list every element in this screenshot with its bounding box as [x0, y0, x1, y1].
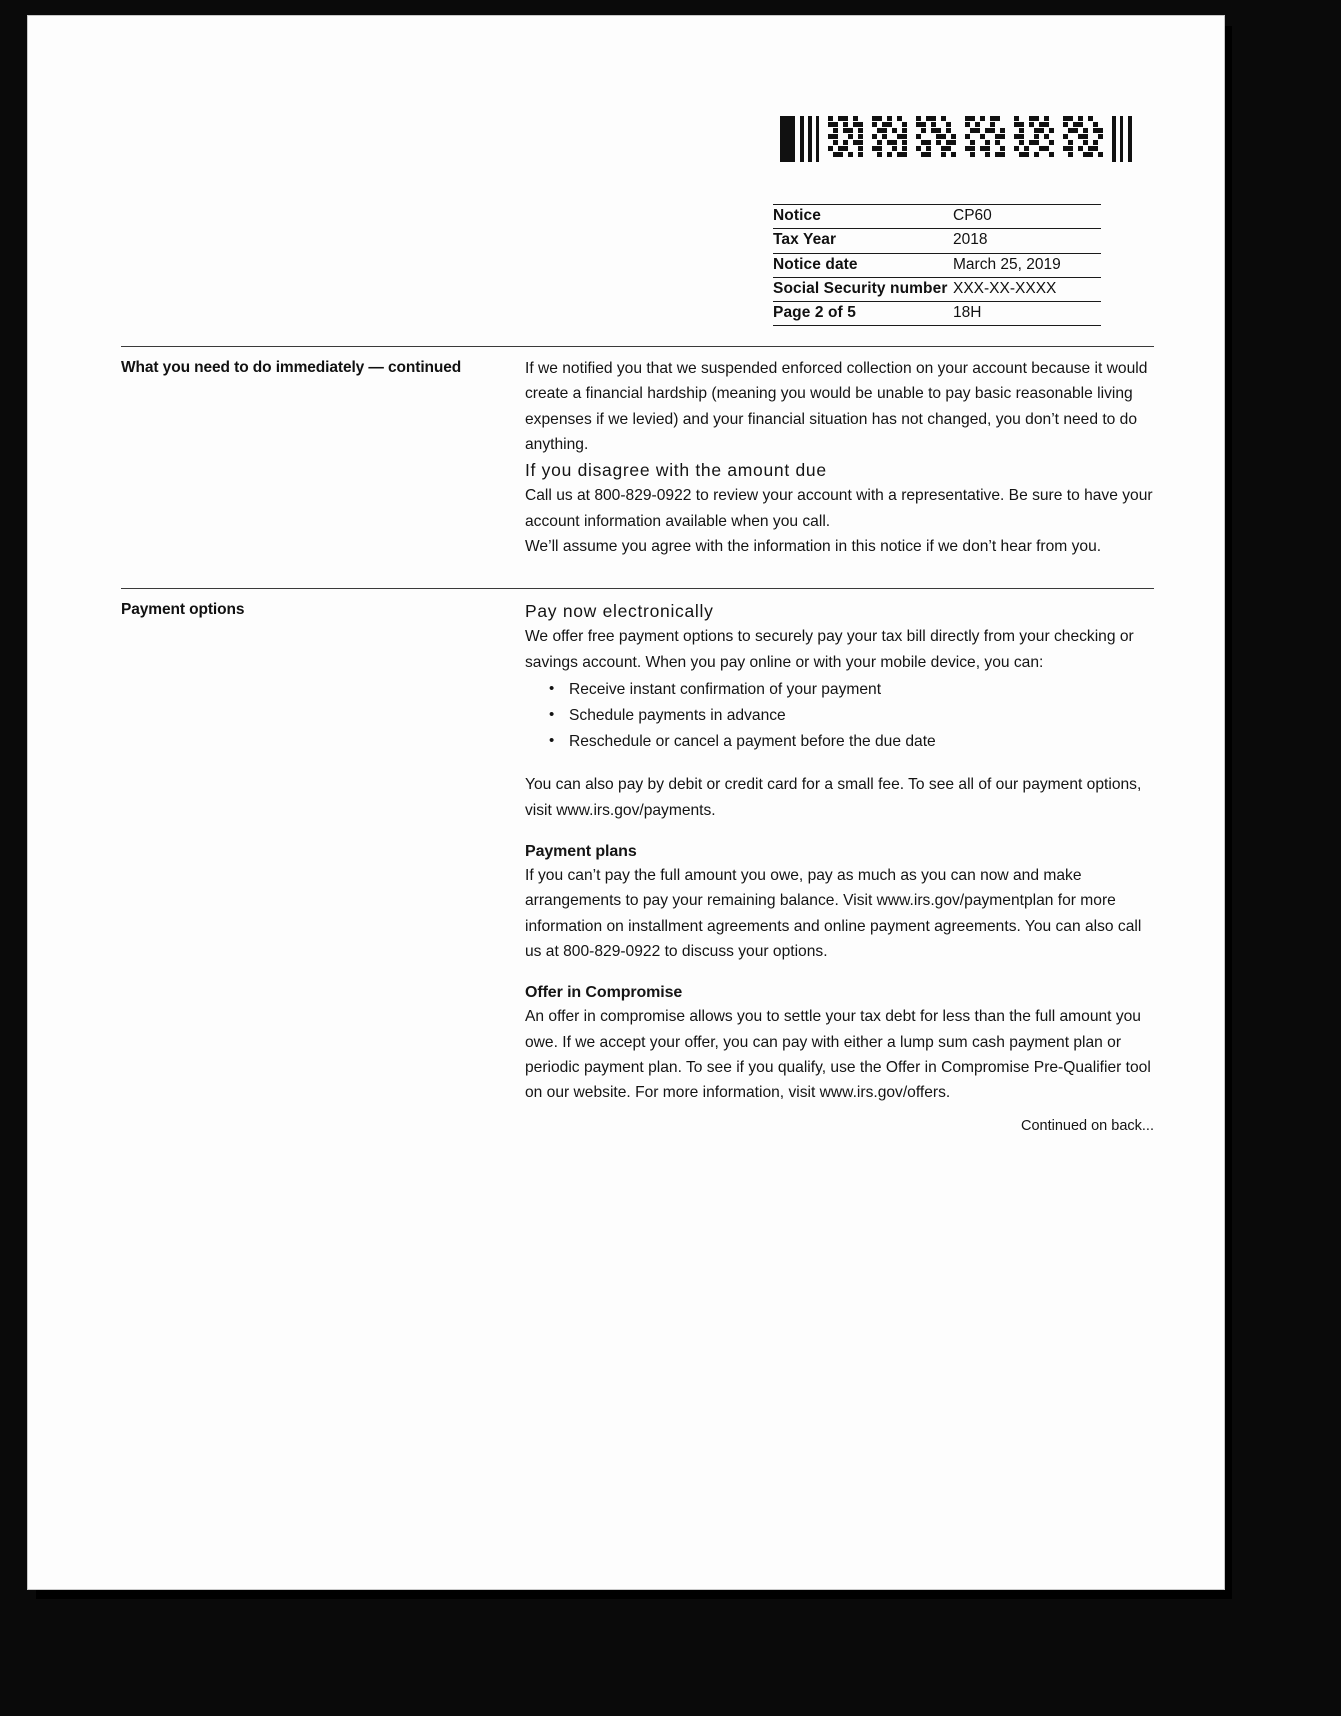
section-what-you-need-to-do [121, 346, 1154, 559]
notice-summary-table [773, 204, 1101, 326]
table-row [773, 253, 1101, 277]
notice-date-label: Notice date [773, 253, 949, 277]
page-number-label: Page 2 of 5 [773, 302, 949, 326]
list-item: • Receive instant confirmation of your payment [549, 677, 1154, 703]
list-item: • Reschedule or cancel a payment before the due date [549, 729, 1154, 755]
mail-routing-barcode-icon [780, 116, 1135, 162]
section-title-payment-options: Payment options [121, 601, 245, 618]
free-payment-options-paragraph: We offer free payment options to securely pay your tax bill directly from your checking or savings account. When you pay online or with your mobile device, you can: [525, 628, 1134, 671]
assume-agreement-paragraph: We’ll assume you agree with the information in this notice if we don’t hear from you. [525, 537, 1102, 555]
debit-credit-card-paragraph: You can also pay by debit or credit card for a small fee. To see all of our payment options, visit www.irs.gov/payments. [525, 776, 1142, 819]
notice-date-value: March 25, 2019 [949, 253, 1101, 277]
section-content-what-you-need-to-do [525, 347, 1154, 559]
continued-on-back-note: Continued on back... [1020, 1118, 1154, 1135]
offer-in-compromise-paragraph: An offer in compromise allows you to settle your tax debt for less than the full amount you owe. If we accept your offer, you can pay with either a lump sum cash payment plan or periodic payment plan. To see if you qualify, use the Offer in Compromise Pre-Qualifier tool on our website. For more information, visit www.irs.gov/offers. [525, 1008, 1151, 1102]
call-us-paragraph: Call us at 800-829-0922 to review your account with a representative. Be sure to have your account information available when you call. [525, 487, 1153, 530]
tax-year-value: 2018 [949, 229, 1101, 253]
payment-plans-paragraph: If you can’t pay the full amount you owe, pay as much as you can now and make arrangements to pay your remaining balance. Visit www.irs.gov/paymentplan for more information on installment agreements and online payment agreements. You can also call us at 800-829-0922 to discuss your options. [525, 867, 1142, 960]
list-item: • Schedule payments in advance [549, 703, 1154, 729]
ssn-value: XXX-XX-XXXX [949, 277, 1101, 301]
hardship-paragraph: If we notified you that we suspended enforced collection on your account because it would create a financial hardship (meaning you would be unable to pay basic reasonable living expenses if we levied) and your financial situation has not changed, you don’t need to do anything. [525, 360, 1148, 453]
electronic-payment-benefits-list [525, 677, 1154, 756]
notice-page-sheet [28, 16, 1224, 1589]
subhead-offer-in-compromise: Offer in Compromise [525, 984, 683, 1002]
section-content-payment-options [525, 589, 1154, 1139]
ssn-label: Social Security number [773, 277, 949, 301]
subhead-if-you-disagree: If you disagree with the amount due [525, 460, 827, 480]
section-payment-options [121, 588, 1154, 1139]
subhead-payment-plans: Payment plans [525, 842, 637, 860]
tax-year-label: Tax Year [773, 229, 949, 253]
table-row [773, 302, 1101, 326]
notice-value: CP60 [949, 205, 1101, 229]
subhead-pay-now-electronically: Pay now electronically [525, 601, 714, 621]
section-title-what-you-need-to-do: What you need to do immediately — continued [121, 359, 462, 376]
table-row [773, 205, 1101, 229]
page-code-value: 18H [949, 302, 1101, 326]
notice-label: Notice [773, 205, 949, 229]
table-row [773, 229, 1101, 253]
table-row [773, 277, 1101, 301]
